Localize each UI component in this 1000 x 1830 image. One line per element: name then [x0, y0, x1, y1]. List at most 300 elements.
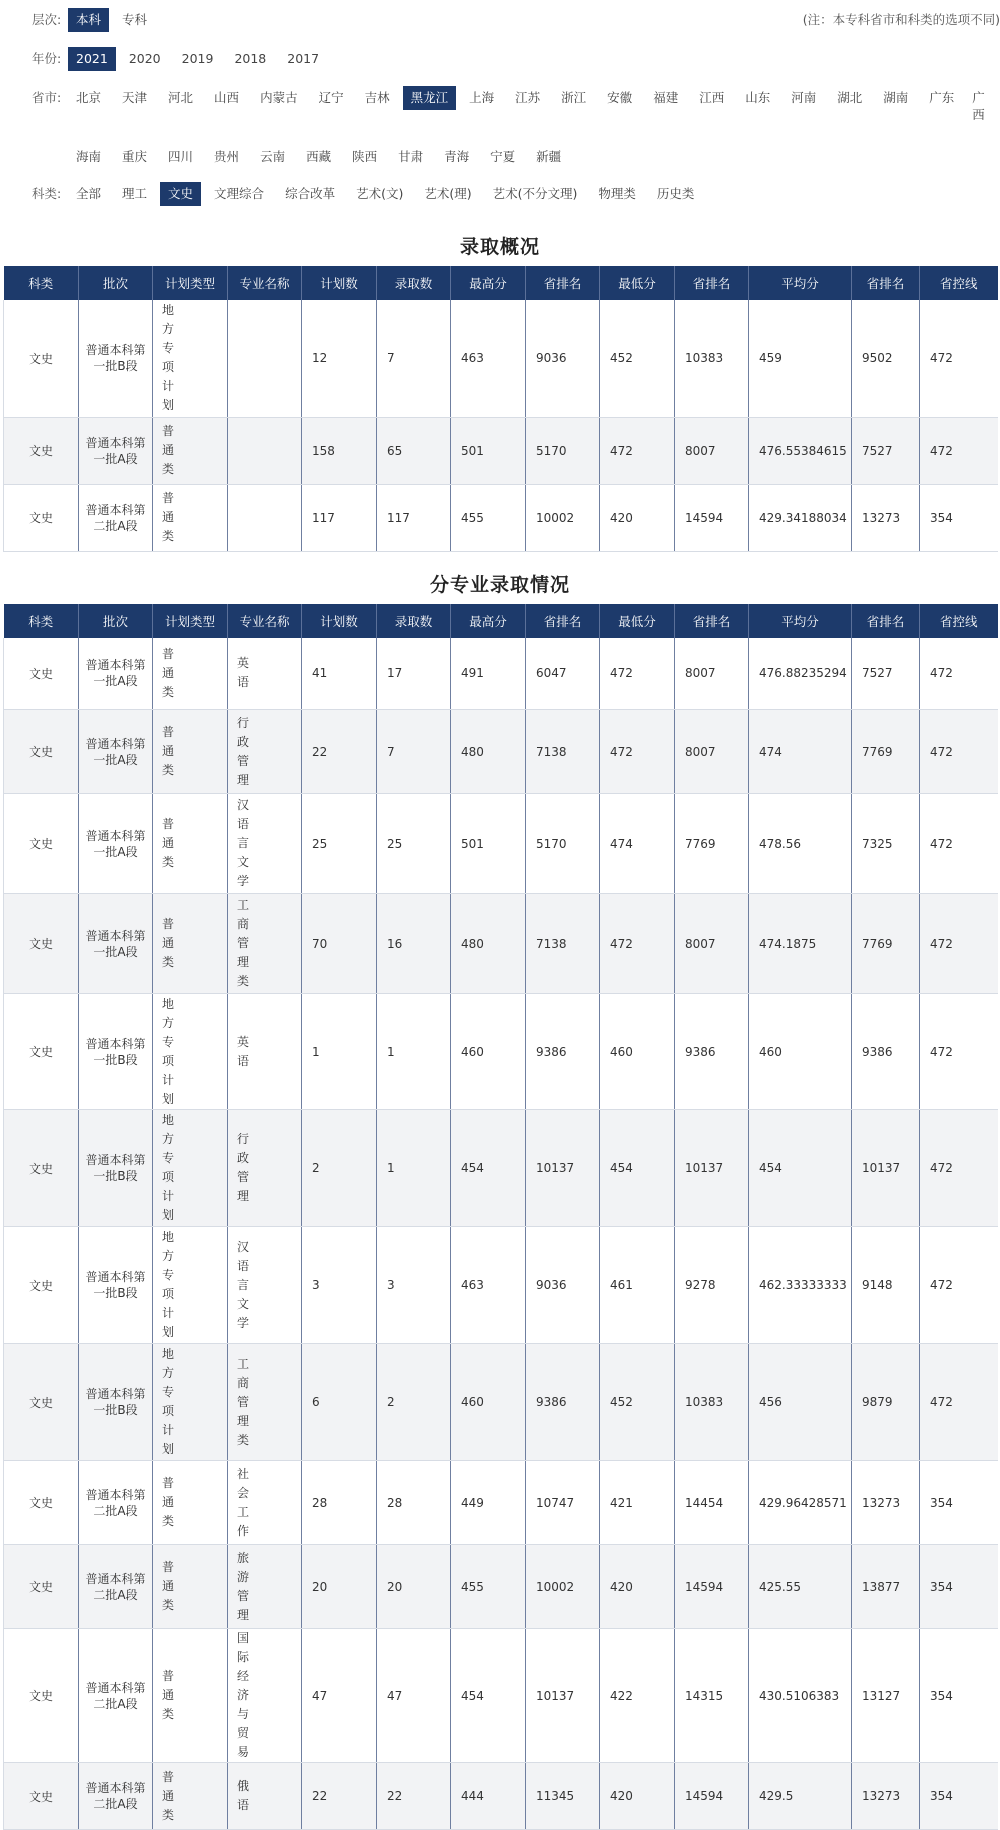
cell-control-line: 354	[920, 1461, 998, 1545]
cell-max-score: 463	[451, 300, 526, 417]
cell-plan-count: 47	[302, 1629, 377, 1763]
province-option[interactable]: 湖北	[837, 90, 863, 105]
header-avg-score: 平均分	[749, 604, 852, 638]
cell-min-score: 460	[600, 994, 675, 1110]
cell-major	[228, 1763, 302, 1830]
cell-text: 地方专项计划	[162, 1230, 175, 1339]
header-max-rank: 省排名	[526, 604, 600, 638]
cell-subject: 文史	[4, 1110, 79, 1227]
cell-min-score: 452	[600, 300, 675, 417]
table-row	[4, 1344, 998, 1461]
cell-min-rank: 10383	[675, 1344, 749, 1461]
cell-major	[228, 994, 302, 1110]
cell-min-rank: 14594	[675, 1545, 749, 1629]
cell-plan-type	[153, 1110, 228, 1227]
cell-control-line: 472	[920, 994, 998, 1110]
filter-panel	[0, 0, 1000, 206]
cell-avg-rank: 13273	[852, 1763, 920, 1830]
cell-admit-count: 17	[377, 638, 451, 710]
header-batch: 批次	[79, 266, 153, 300]
cell-avg-rank: 7769	[852, 894, 920, 994]
subject-option[interactable]: 综合改革	[285, 186, 336, 201]
cell-avg-score: 476.55384615	[749, 417, 852, 484]
cell-avg-rank: 13127	[852, 1629, 920, 1763]
cell-text: 旅游管理	[237, 1550, 250, 1622]
cell-avg-score: 478.56	[749, 794, 852, 894]
cell-min-score: 420	[600, 1763, 675, 1830]
cell-text: 普通类	[162, 1769, 175, 1822]
header-min-rank: 省排名	[675, 266, 749, 300]
cell-batch: 普通本科第二批A段	[79, 1545, 153, 1629]
table-row	[4, 894, 998, 994]
cell-text: 地方专项计划	[162, 1347, 175, 1456]
cell-subject: 文史	[4, 710, 79, 794]
cell-text: 国际经济与贸易	[237, 1631, 250, 1759]
summary-header-row	[4, 266, 998, 300]
cell-min-rank: 7769	[675, 794, 749, 894]
province-option[interactable]: 安徽	[607, 90, 633, 105]
cell-batch: 普通本科第二批A段	[79, 1763, 153, 1830]
header-admit-count: 录取数	[377, 604, 451, 638]
cell-min-score: 421	[600, 1461, 675, 1545]
cell-subject: 文史	[4, 300, 79, 417]
province-option[interactable]: 天津	[122, 90, 148, 105]
cell-max-score: 463	[451, 1227, 526, 1344]
cell-min-rank: 8007	[675, 894, 749, 994]
province-option[interactable]: 湖南	[883, 90, 909, 105]
province-options-row1	[68, 86, 1000, 123]
cell-major	[228, 1344, 302, 1461]
cell-plan-count: 70	[302, 894, 377, 994]
cell-batch: 普通本科第一批A段	[79, 794, 153, 894]
cell-min-rank: 8007	[675, 710, 749, 794]
cell-max-rank: 10137	[526, 1629, 600, 1763]
cell-subject: 文史	[4, 1763, 79, 1830]
cell-plan-type	[153, 1344, 228, 1461]
province-option[interactable]: 山东	[745, 90, 771, 105]
cell-admit-count: 2	[377, 1344, 451, 1461]
province-options-row2	[68, 145, 1000, 169]
header-subject: 科类	[4, 266, 79, 300]
table-row	[4, 1227, 998, 1344]
subject-option[interactable]: 理工	[122, 186, 148, 201]
filter-level-row	[0, 8, 1000, 32]
cell-min-score: 452	[600, 1344, 675, 1461]
header-avg-rank: 省排名	[852, 266, 920, 300]
cell-avg-rank: 7325	[852, 794, 920, 894]
cell-control-line: 472	[920, 1227, 998, 1344]
cell-avg-rank: 13877	[852, 1545, 920, 1629]
table-row	[4, 1545, 998, 1629]
cell-max-rank: 9036	[526, 300, 600, 417]
province-option[interactable]: 青海	[444, 149, 470, 164]
province-option[interactable]: 上海	[469, 90, 495, 105]
cell-admit-count: 7	[377, 710, 451, 794]
cell-control-line: 472	[920, 794, 998, 894]
cell-text: 工商管理类	[237, 1356, 250, 1447]
subject-options	[68, 182, 1000, 206]
cell-text: 普通类	[162, 817, 175, 869]
cell-text: 英语	[237, 1034, 250, 1068]
cell-max-score: 454	[451, 1629, 526, 1763]
province-option[interactable]: 北京	[76, 90, 102, 105]
cell-control-line: 354	[920, 1545, 998, 1629]
cell-max-score: 501	[451, 417, 526, 484]
cell-control-line: 354	[920, 484, 998, 551]
cell-subject: 文史	[4, 638, 79, 710]
cell-subject: 文史	[4, 1545, 79, 1629]
header-major: 专业名称	[228, 266, 302, 300]
cell-plan-count: 25	[302, 794, 377, 894]
cell-text: 社会工作	[237, 1466, 250, 1538]
header-min-score: 最低分	[600, 604, 675, 638]
header-plan-type: 计划类型	[153, 266, 228, 300]
cell-admit-count: 117	[377, 484, 451, 551]
cell-text: 普通类	[162, 646, 175, 699]
cell-min-rank: 9386	[675, 994, 749, 1110]
province-option[interactable]: 海南	[76, 149, 102, 164]
cell-major	[228, 300, 302, 417]
province-option[interactable]: 新疆	[536, 149, 562, 164]
cell-text: 普通类	[162, 1560, 175, 1612]
cell-control-line: 472	[920, 417, 998, 484]
cell-avg-rank: 7769	[852, 710, 920, 794]
level-option[interactable]: 专科	[122, 12, 148, 27]
cell-min-rank: 10137	[675, 1110, 749, 1227]
cell-text: 英语	[237, 656, 250, 690]
cell-admit-count: 1	[377, 1110, 451, 1227]
cell-max-rank: 7138	[526, 894, 600, 994]
cell-max-rank: 9386	[526, 994, 600, 1110]
cell-min-score: 420	[600, 484, 675, 551]
cell-text: 普通类	[162, 491, 175, 543]
cell-major	[228, 894, 302, 994]
cell-max-score: 491	[451, 638, 526, 710]
subject-option[interactable]: 物理类	[598, 186, 636, 201]
cell-plan-type	[153, 1629, 228, 1763]
majors-table	[3, 604, 998, 1830]
cell-max-rank: 10002	[526, 484, 600, 551]
cell-batch: 普通本科第二批A段	[79, 484, 153, 551]
cell-avg-score: 429.96428571	[749, 1461, 852, 1545]
cell-admit-count: 1	[377, 994, 451, 1110]
header-max-rank: 省排名	[526, 266, 600, 300]
cell-avg-score: 429.34188034	[749, 484, 852, 551]
table-row	[4, 1763, 998, 1830]
cell-major	[228, 484, 302, 551]
header-major: 专业名称	[228, 604, 302, 638]
table-row	[4, 1461, 998, 1545]
cell-min-rank: 8007	[675, 638, 749, 710]
province-option[interactable]: 西藏	[306, 149, 332, 164]
year-option[interactable]: 2021	[68, 47, 116, 71]
cell-max-score: 454	[451, 1110, 526, 1227]
province-option[interactable]: 宁夏	[490, 149, 516, 164]
cell-plan-count: 22	[302, 710, 377, 794]
year-option[interactable]: 2018	[234, 51, 267, 66]
cell-text: 行政管理	[237, 715, 250, 787]
cell-min-score: 454	[600, 1110, 675, 1227]
cell-max-rank: 10137	[526, 1110, 600, 1227]
cell-min-score: 422	[600, 1629, 675, 1763]
cell-major	[228, 638, 302, 710]
cell-text: 汉语言文学	[237, 798, 250, 888]
cell-plan-type	[153, 417, 228, 484]
cell-subject: 文史	[4, 1629, 79, 1763]
cell-avg-score: 429.5	[749, 1763, 852, 1830]
cell-plan-count: 6	[302, 1344, 377, 1461]
province-option[interactable]: 辽宁	[318, 90, 344, 105]
cell-plan-count: 12	[302, 300, 377, 417]
cell-batch: 普通本科第一批A段	[79, 894, 153, 994]
table-row	[4, 300, 998, 417]
cell-plan-count: 41	[302, 638, 377, 710]
table-row	[4, 484, 998, 551]
table-row	[4, 1629, 998, 1763]
province-option[interactable]: 陕西	[352, 149, 378, 164]
header-batch: 批次	[79, 604, 153, 638]
cell-subject: 文史	[4, 794, 79, 894]
filter-province-row	[0, 86, 1000, 130]
cell-min-rank: 14594	[675, 484, 749, 551]
header-plan-type: 计划类型	[153, 604, 228, 638]
province-option[interactable]: 广西	[972, 90, 985, 122]
cell-batch: 普通本科第一批A段	[79, 638, 153, 710]
cell-plan-type	[153, 1461, 228, 1545]
cell-avg-score: 425.55	[749, 1545, 852, 1629]
subject-option[interactable]: 文史	[160, 182, 201, 206]
province-option[interactable]: 四川	[168, 149, 194, 164]
cell-max-score: 444	[451, 1763, 526, 1830]
cell-min-score: 474	[600, 794, 675, 894]
cell-control-line: 354	[920, 1629, 998, 1763]
cell-min-rank: 14454	[675, 1461, 749, 1545]
header-min-rank: 省排名	[675, 604, 749, 638]
province-option[interactable]: 江西	[699, 90, 725, 105]
cell-control-line: 354	[920, 1763, 998, 1830]
cell-min-rank: 8007	[675, 417, 749, 484]
table-row	[4, 710, 998, 794]
subject-label: 科类:	[32, 186, 62, 201]
subject-option[interactable]: 全部	[76, 186, 102, 201]
cell-avg-rank: 13273	[852, 484, 920, 551]
summary-title: 录取概况	[459, 236, 540, 258]
year-option[interactable]: 2017	[287, 51, 320, 66]
cell-major	[228, 1629, 302, 1763]
table-row	[4, 794, 998, 894]
cell-avg-score: 474.1875	[749, 894, 852, 994]
province-option[interactable]: 内蒙古	[260, 90, 298, 105]
cell-avg-rank: 9386	[852, 994, 920, 1110]
cell-plan-type	[153, 1763, 228, 1830]
cell-admit-count: 3	[377, 1227, 451, 1344]
cell-text: 普通类	[162, 424, 175, 476]
cell-max-rank: 9386	[526, 1344, 600, 1461]
cell-avg-rank: 9148	[852, 1227, 920, 1344]
cell-max-score: 480	[451, 894, 526, 994]
cell-max-score: 455	[451, 484, 526, 551]
summary-table	[3, 266, 998, 552]
cell-plan-count: 22	[302, 1763, 377, 1830]
cell-avg-rank: 7527	[852, 417, 920, 484]
header-plan-count: 计划数	[302, 266, 377, 300]
cell-major	[228, 710, 302, 794]
header-max-score: 最高分	[451, 266, 526, 300]
cell-major	[228, 417, 302, 484]
province-option[interactable]: 福建	[653, 90, 679, 105]
cell-avg-rank: 7527	[852, 638, 920, 710]
filter-province-row2	[0, 145, 1000, 169]
header-avg-rank: 省排名	[852, 604, 920, 638]
cell-avg-score: 474	[749, 710, 852, 794]
cell-plan-type	[153, 300, 228, 417]
cell-plan-type	[153, 794, 228, 894]
cell-plan-type	[153, 1545, 228, 1629]
year-option[interactable]: 2019	[181, 51, 214, 66]
year-label: 年份:	[32, 51, 62, 66]
cell-plan-count: 1	[302, 994, 377, 1110]
cell-max-rank: 6047	[526, 638, 600, 710]
cell-min-score: 472	[600, 894, 675, 994]
province-option[interactable]: 贵州	[214, 149, 240, 164]
cell-max-rank: 9036	[526, 1227, 600, 1344]
cell-major	[228, 794, 302, 894]
header-control-line: 省控线	[920, 266, 998, 300]
cell-plan-count: 158	[302, 417, 377, 484]
cell-plan-type	[153, 484, 228, 551]
cell-plan-type	[153, 994, 228, 1110]
cell-max-score: 460	[451, 994, 526, 1110]
cell-max-score: 455	[451, 1545, 526, 1629]
cell-min-score: 461	[600, 1227, 675, 1344]
cell-batch: 普通本科第一批B段	[79, 994, 153, 1110]
cell-avg-score: 459	[749, 300, 852, 417]
cell-max-rank: 10747	[526, 1461, 600, 1545]
cell-control-line: 472	[920, 1344, 998, 1461]
cell-text: 普通类	[162, 725, 175, 777]
cell-admit-count: 20	[377, 1545, 451, 1629]
header-plan-count: 计划数	[302, 604, 377, 638]
cell-plan-count: 20	[302, 1545, 377, 1629]
cell-plan-count: 2	[302, 1110, 377, 1227]
cell-plan-count: 28	[302, 1461, 377, 1545]
province-option[interactable]: 黑龙江	[403, 86, 457, 110]
subject-option[interactable]: 艺术(文)	[356, 186, 404, 201]
cell-subject: 文史	[4, 1461, 79, 1545]
header-avg-score: 平均分	[749, 266, 852, 300]
province-option[interactable]: 江苏	[515, 90, 541, 105]
province-option[interactable]: 云南	[260, 149, 286, 164]
cell-max-rank: 7138	[526, 710, 600, 794]
year-option[interactable]: 2020	[128, 51, 161, 66]
province-option[interactable]: 山西	[214, 90, 240, 105]
majors-header-row	[4, 604, 998, 638]
header-admit-count: 录取数	[377, 266, 451, 300]
cell-min-score: 420	[600, 1545, 675, 1629]
cell-control-line: 472	[920, 638, 998, 710]
cell-major	[228, 1461, 302, 1545]
cell-subject: 文史	[4, 417, 79, 484]
cell-plan-count: 117	[302, 484, 377, 551]
province-option[interactable]: 浙江	[561, 90, 587, 105]
subject-option[interactable]: 艺术(理)	[424, 186, 472, 201]
cell-subject: 文史	[4, 994, 79, 1110]
subject-option[interactable]: 文理综合	[214, 186, 265, 201]
cell-avg-rank: 10137	[852, 1110, 920, 1227]
cell-max-score: 460	[451, 1344, 526, 1461]
cell-batch: 普通本科第一批B段	[79, 1344, 153, 1461]
cell-text: 工商管理类	[237, 898, 250, 988]
cell-avg-score: 456	[749, 1344, 852, 1461]
cell-batch: 普通本科第一批B段	[79, 1227, 153, 1344]
level-option[interactable]: 本科	[68, 8, 109, 32]
province-option[interactable]: 甘肃	[398, 149, 424, 164]
cell-batch: 普通本科第二批A段	[79, 1629, 153, 1763]
cell-admit-count: 65	[377, 417, 451, 484]
cell-text: 普通类	[162, 917, 175, 969]
cell-avg-score: 430.5106383	[749, 1629, 852, 1763]
level-note: (注：本专科省市和科类的选项不同)	[802, 12, 1000, 27]
cell-max-score: 501	[451, 794, 526, 894]
cell-text: 汉语言文学	[237, 1239, 250, 1330]
cell-text: 俄语	[237, 1779, 250, 1812]
year-options	[68, 47, 1000, 71]
header-min-score: 最低分	[600, 266, 675, 300]
cell-batch: 普通本科第一批A段	[79, 417, 153, 484]
cell-avg-score: 462.33333333	[749, 1227, 852, 1344]
cell-batch: 普通本科第二批A段	[79, 1461, 153, 1545]
cell-batch: 普通本科第一批B段	[79, 300, 153, 417]
cell-batch: 普通本科第一批A段	[79, 710, 153, 794]
cell-subject: 文史	[4, 1227, 79, 1344]
province-option[interactable]: 河北	[168, 90, 194, 105]
province-label: 省市:	[32, 90, 62, 105]
cell-text: 行政管理	[237, 1132, 250, 1203]
cell-max-rank: 5170	[526, 794, 600, 894]
table-row	[4, 994, 998, 1110]
cell-min-rank: 14315	[675, 1629, 749, 1763]
province-option[interactable]: 重庆	[122, 149, 148, 164]
cell-admit-count: 22	[377, 1763, 451, 1830]
cell-min-rank: 14594	[675, 1763, 749, 1830]
header-subject: 科类	[4, 604, 79, 638]
subject-option[interactable]: 艺术(不分文理)	[492, 186, 578, 201]
cell-admit-count: 47	[377, 1629, 451, 1763]
province-option[interactable]: 吉林	[364, 90, 390, 105]
cell-control-line: 472	[920, 710, 998, 794]
majors-title: 分专业录取情况	[429, 573, 570, 596]
cell-admit-count: 7	[377, 300, 451, 417]
cell-plan-count: 3	[302, 1227, 377, 1344]
cell-major	[228, 1227, 302, 1344]
cell-min-rank: 10383	[675, 300, 749, 417]
cell-major	[228, 1545, 302, 1629]
cell-plan-type	[153, 1227, 228, 1344]
subject-option[interactable]: 历史类	[656, 186, 695, 201]
cell-avg-rank: 9879	[852, 1344, 920, 1461]
province-option[interactable]: 广东	[929, 90, 955, 105]
province-option[interactable]: 河南	[791, 90, 817, 105]
cell-min-rank: 9278	[675, 1227, 749, 1344]
cell-plan-type	[153, 710, 228, 794]
cell-plan-type	[153, 638, 228, 710]
cell-min-score: 472	[600, 417, 675, 484]
filter-subject-row	[0, 182, 1000, 206]
cell-major	[228, 1110, 302, 1227]
header-control-line: 省控线	[920, 604, 998, 638]
cell-max-score: 480	[451, 710, 526, 794]
cell-text: 地方专项计划	[162, 1113, 175, 1222]
